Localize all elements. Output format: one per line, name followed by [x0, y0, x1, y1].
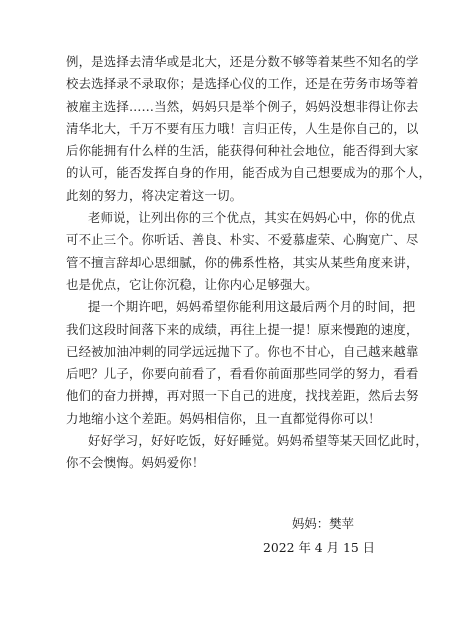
letter-line: 此刻的努力，将决定着这一切。	[66, 187, 243, 203]
letter-line: 清华北大，千万不要有压力哦！言归正传，人生是你自己的，以	[66, 120, 419, 136]
letter-line: 被雇主选择……当然，妈妈只是举个例子，妈妈没想非得让你去	[66, 98, 419, 114]
signature-name: 妈妈：樊苹	[292, 516, 354, 531]
letter-line: 已经被加油冲刺的同学远远抛下了。你也不甘心，自己越来越靠	[66, 343, 419, 359]
letter-line: 管不擅言辞却心思细腻，你的佛系性格，其实从某些角度来讲，	[66, 254, 419, 270]
letter-line: 好好学习，好好吃饭，好好睡觉。妈妈希望等某天回忆此时，	[88, 433, 428, 449]
letter-line: 我们这段时间落下来的成绩，再往上提一提！原来慢跑的速度，	[66, 321, 419, 337]
letter-line: 你不会懊悔。妈妈爱你！	[66, 455, 205, 471]
letter-body	[66, 51, 432, 475]
letter-line: 后吧？儿子，你要向前看了，看看你前面那些同学的努力，看看	[66, 366, 419, 382]
letter-line: 可不止三个。你听话、善良、朴实、不爱慕虚荣、心胸宽广、尽	[66, 232, 419, 248]
letter-line: 校去选择录不录取你；是选择心仪的工作，还是在劳务市场等着	[66, 76, 419, 92]
letter-line: 的认可，能否发挥自身的作用，能否成为自己想要成为的那个人，	[66, 165, 432, 181]
letter-line: 力地缩小这个差距。妈妈相信你，且一直都觉得你可以！	[66, 410, 381, 426]
letter-line: 老师说，让列出你的三个优点，其实在妈妈心中，你的优点	[88, 210, 416, 226]
letter-line: 也是优点，它让你沉稳，让你内心足够强大。	[66, 276, 318, 292]
letter-line: 提一个期许吧，妈妈希望你能利用这最后两个月的时间，把	[88, 299, 416, 315]
letter-line: 后你能拥有什么样的生活，能获得何种社会地位，能否得到大家	[66, 143, 419, 159]
signature-date: 2022 年 4 月 15 日	[263, 540, 376, 555]
letter-line: 他们的奋力拼搏，再对照一下自己的进度，找找差距，然后去努	[66, 388, 419, 404]
letter-line: 例，是选择去清华或是北大，还是分数不够等着某些不知名的学	[66, 54, 419, 69]
